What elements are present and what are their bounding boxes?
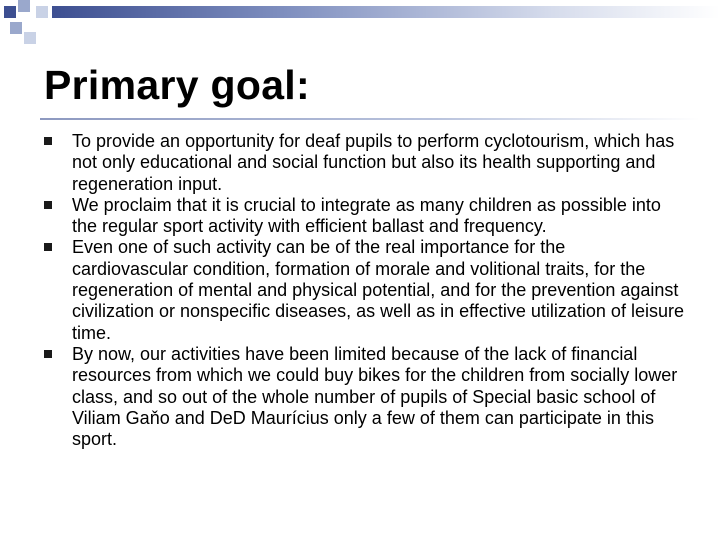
bullet-item: [44, 195, 684, 238]
decor-square: [4, 6, 16, 18]
decor-square: [18, 0, 30, 12]
slide-title: Primary goal:: [44, 62, 310, 108]
bullet-text: Even one of such activity can be of the real importance for the cardiovascular condition, formation of morale and volitional traits, for the regeneration of mental and physical potential, and for the prevention against civilization or nonspecific diseases, as well as in effective utilization of leisure time.: [72, 237, 684, 343]
bullet-text: By now, our activities have been limited because of the lack of financial resources from which we could buy bikes for the children from socially lower class, and so out of the whole number of pupils of Special basic school of Viliam Gaňo and DeD Maurícius only a few of them can participate in this sport.: [72, 343, 678, 450]
bullet-item: [44, 344, 684, 450]
header-gradient-bar: [52, 6, 720, 18]
bullet-square-icon: [44, 350, 52, 358]
bullet-square-icon: [44, 201, 52, 209]
bullet-square-icon: [44, 137, 52, 145]
decor-square: [36, 6, 48, 18]
decor-square: [10, 22, 22, 34]
bullet-item: [44, 237, 684, 343]
title-divider: [40, 118, 700, 120]
header-decoration: [0, 0, 720, 48]
bullet-item: [44, 131, 684, 195]
bullet-square-icon: [44, 243, 52, 251]
decor-square: [24, 32, 36, 44]
bullet-text: To provide an opportunity for deaf pupils to perform cyclotourism, which has not only educational and social function but also its health supporting and regeneration input.: [72, 131, 675, 194]
bullet-text: We proclaim that it is crucial to integrate as many children as possible into the regular sport activity with efficient ballast and frequency.: [72, 194, 661, 237]
bullet-list: [44, 131, 684, 450]
